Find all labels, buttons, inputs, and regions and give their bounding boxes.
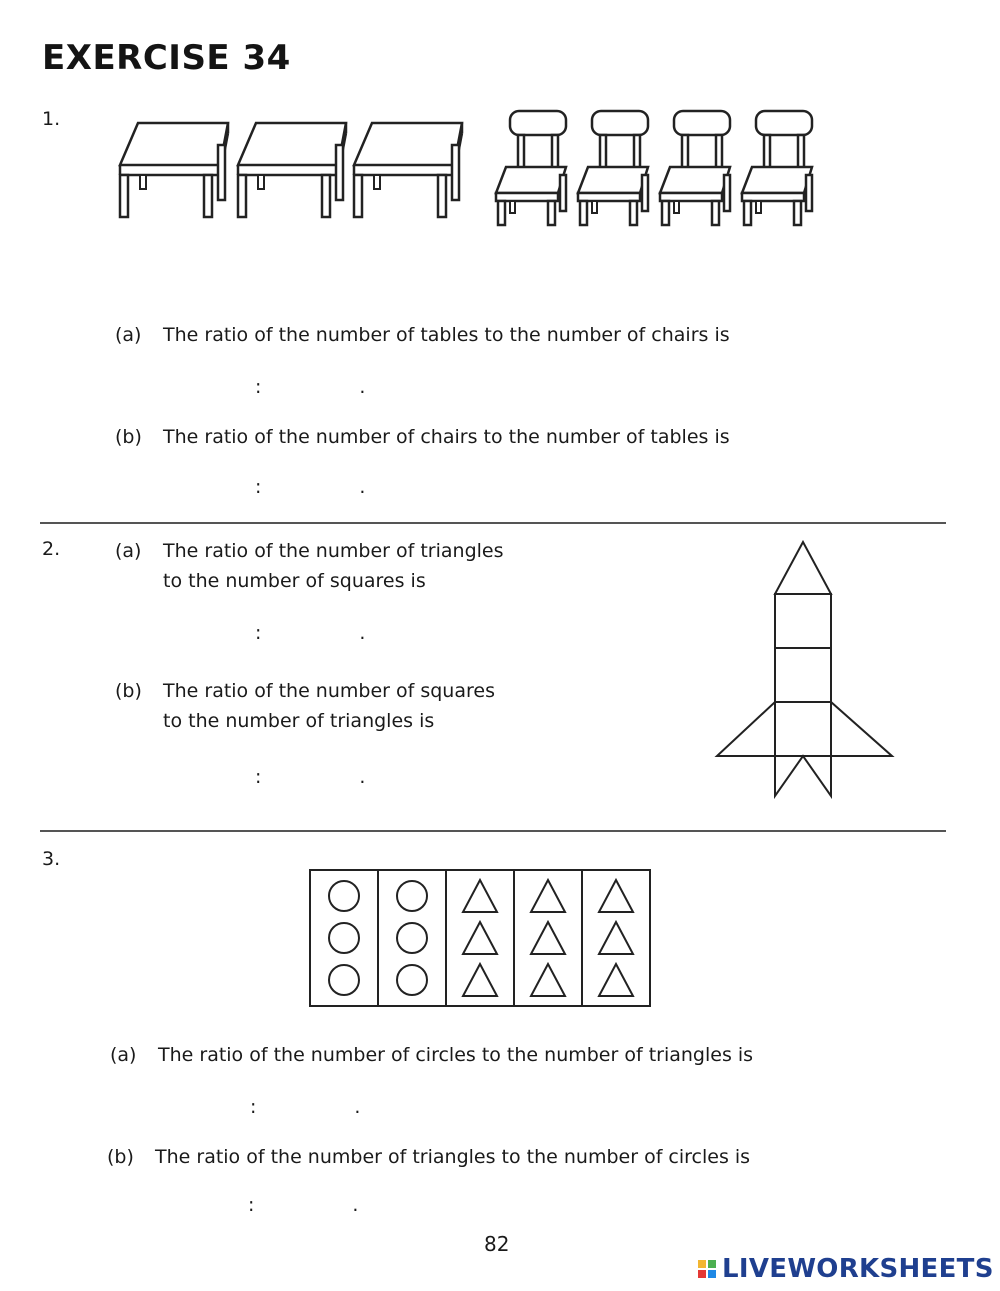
question-3a [110,1040,753,1070]
table-2 [238,123,346,217]
question-text-line2: to the number of squares is [163,570,426,592]
triangle-shape [599,922,633,954]
triangle-shape [463,880,497,912]
question-text: The ratio of the number of chairs to the number of tables is [163,426,730,448]
ratio-separator: : [255,376,262,398]
blank-end: . [359,476,366,498]
triangle-shape [531,964,565,996]
part-letter: (a) [110,1044,137,1066]
chair-2 [578,111,648,225]
rocket-tail [775,756,831,796]
triangle-shape [531,922,565,954]
circle-shape [329,923,359,953]
blank-end: . [359,766,366,788]
table-1 [120,123,228,217]
answer-input-2b-left[interactable] [165,780,247,782]
question-text: The ratio of the number of tables to the number of chairs is [163,324,730,346]
rocket-nose-triangle [775,542,831,594]
question-text-line2: to the number of triangles is [163,710,435,732]
circles-and-triangles-grid [308,868,654,1010]
ratio-separator: : [255,766,262,788]
triangle-shape [463,922,497,954]
question-number: 1. [42,108,61,130]
answer-input-3a-right[interactable] [264,1110,346,1112]
rocket-shape-illustration [710,540,900,800]
answer-input-2b-right[interactable] [269,780,351,782]
answer-input-3b-right[interactable] [262,1208,344,1210]
chair-1 [496,111,566,225]
blank-end: . [359,622,366,644]
ratio-separator: : [250,1096,257,1118]
question-1b [115,422,730,452]
answer-input-3a-left[interactable] [160,1110,242,1112]
triangle-shape [463,964,497,996]
circle-shape [329,881,359,911]
circle-shape [397,881,427,911]
page-title: EXERCISE 34 [42,38,291,78]
answer-input-2a-right[interactable] [269,636,351,638]
part-letter: (b) [115,680,142,702]
answer-input-2a-left[interactable] [165,636,247,638]
rocket-left-fin-triangle [717,702,775,756]
question-text-line1: The ratio of the number of triangles [163,540,504,562]
answer-input-3b-left[interactable] [158,1208,240,1210]
circle-shape [397,923,427,953]
section-divider [40,522,946,524]
answer-blank-3b [158,1194,358,1216]
part-letter: (a) [115,540,142,562]
answer-input-1b-left[interactable] [165,490,247,492]
answer-blank-1b [165,476,365,498]
blank-end: . [354,1096,361,1118]
ratio-separator: : [248,1194,255,1216]
part-letter: (a) [115,324,142,346]
chair-4 [742,111,812,225]
answer-blank-3a [160,1096,360,1118]
section-divider [40,830,946,832]
question-number: 2. [42,538,61,560]
circle-shape [329,965,359,995]
rocket-square [775,702,831,756]
part-letter: (b) [115,426,142,448]
triangle-shape [599,880,633,912]
question-2a [115,536,504,596]
rocket-square [775,594,831,648]
question-text-line1: The ratio of the number of squares [163,680,495,702]
blank-end: . [359,376,366,398]
question-1a [115,320,730,350]
circle-shape [397,965,427,995]
tables-and-chairs-illustration [110,105,830,235]
answer-input-1a-right[interactable] [269,390,351,392]
answer-input-1b-right[interactable] [269,490,351,492]
question-text: The ratio of the number of triangles to the number of circles is [155,1146,751,1168]
part-letter: (b) [107,1146,134,1168]
ratio-separator: : [255,622,262,644]
rocket-right-fin-triangle [831,702,892,756]
liveworksheets-logo-icon [698,1260,716,1278]
answer-blank-2a [165,622,365,644]
chair-3 [660,111,730,225]
ratio-separator: : [255,476,262,498]
question-number: 3. [42,848,61,870]
liveworksheets-brand[interactable] [698,1254,994,1284]
question-text: The ratio of the number of circles to the number of triangles is [158,1044,754,1066]
answer-blank-2b [165,766,365,788]
triangle-shape [531,880,565,912]
question-3b [107,1142,750,1172]
brand-name: LIVEWORKSHEETS [722,1254,994,1284]
question-2b [115,676,495,736]
rocket-square [775,648,831,702]
answer-input-1a-left[interactable] [165,390,247,392]
page-number: 82 [484,1232,510,1256]
table-3 [354,123,462,217]
triangle-shape [599,964,633,996]
blank-end: . [352,1194,359,1216]
answer-blank-1a [165,376,365,398]
